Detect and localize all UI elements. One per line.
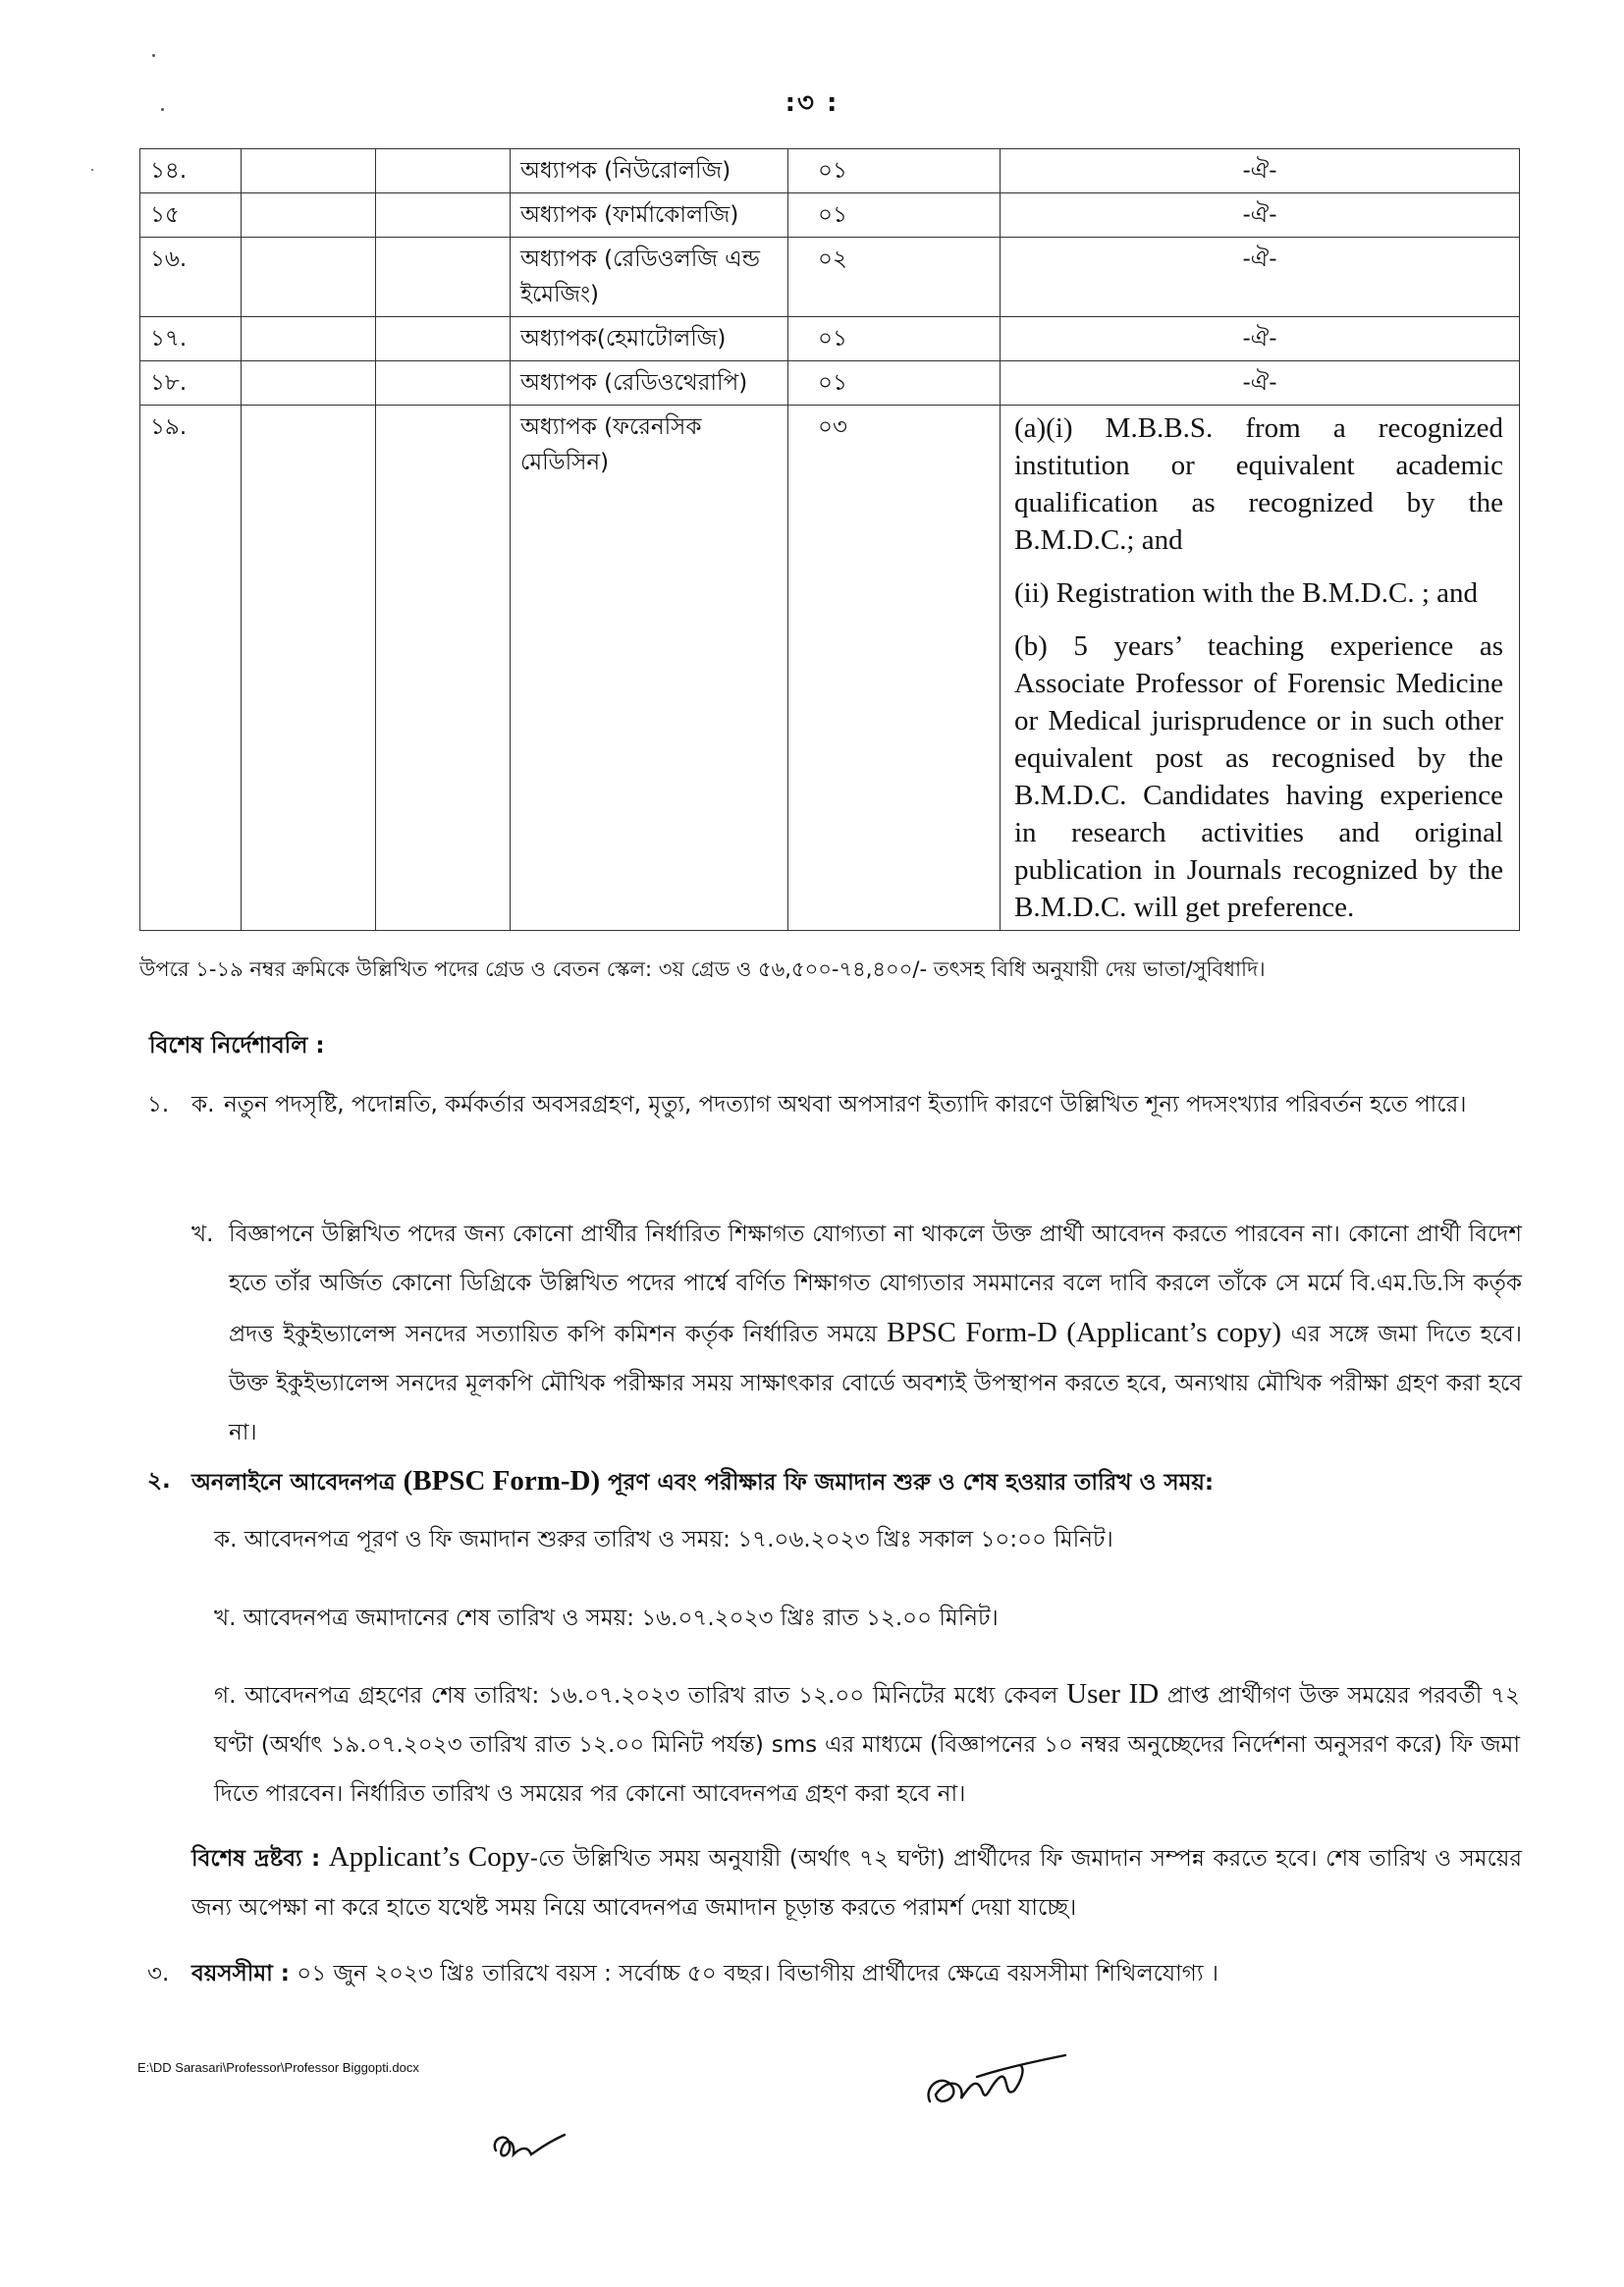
qualification-cell: -ঐ-	[1001, 317, 1520, 361]
instruction-2-heading-text	[191, 1456, 1522, 1507]
scan-speck	[152, 54, 155, 57]
sub-item-label: খ.	[191, 1222, 214, 1247]
instruction-2b: খ. আবেদনপত্র জমাদানের শেষ তারিখ ও সময়: ১৬.০৭.২০২৩ খ্রিঃ রাত ১২.০০ মিনিট।	[214, 1606, 999, 1631]
qualification-paragraph: (a)(i) M.B.B.S. from a recognized institution or equivalent academic qualification as recognized by the B.M.D.C.; and	[1014, 412, 1503, 556]
instruction-2a: ক. আবেদনপত্র পূরণ ও ফি জমাদান শুরুর তারিখ ও সময়: ১৭.০৬.২০২৩ খ্রিঃ সকাল ১০:০০ মিনিট।	[214, 1527, 1113, 1552]
instruction-2c	[214, 1669, 1520, 1819]
serial-cell: ১৫	[140, 193, 242, 238]
table-row	[140, 238, 1520, 317]
special-note-label: বিশেষ দ্রষ্টব্য :	[191, 1846, 321, 1872]
post-cell: অধ্যাপক(হেমাটোলজি)	[511, 317, 788, 361]
count-cell: ০৩	[788, 406, 1001, 931]
serial-cell: ১৬.	[140, 238, 242, 317]
instruction-1b-text-part: বিজ্ঞাপনে উল্লিখিত পদের জন্য কোনো প্রার্থীর নির্ধারিত শিক্ষাগত যোগ্যতা না থাকলে উক্ত প্রার্থী আবেদন করতে পারবেন না। কোনো প্রার্থী বিদেশ হতে তাঁর অর্জিত কোনো ডিগ্রিকে উল্লিখিত পদের পার্শ্বে বর্ণিত শিক্ষাগত যোগ্যতার সমমানের বলে দাবি করলে তাঁকে সে মর্মে বি.এম.ডি.সি কর্তৃক প্রদত্ত ইকুইভ্যালেন্স সনদের সত্যায়িত কপি কমিশন কর্তৃক নির্ধারিত সময়ে	[229, 1222, 1522, 1347]
posts-table	[139, 148, 1520, 931]
serial-cell: ১৯.	[140, 406, 242, 931]
instruction-1a-text: নতুন পদসৃষ্টি, পদোন্নতি, কর্মকর্তার অবসরগ্রহণ, মৃত্যু, পদত্যাগ অথবা অপসারণ ইত্যাদি কারণে উল্লিখিত শূন্য পদসংখ্যার পরিবর্তন হতে পারে।	[224, 1092, 1467, 1117]
special-note-text: -তে উল্লিখিত সময় অনুযায়ী (অর্থাৎ ৭২ ঘণ্টা) প্রার্থীদের ফি জমাদান সম্পন্ন করতে হবে। শেষ তারিখ ও সময়ের জন্য অপেক্ষা না করে হাতে যথেষ্ট সময় নিয়ে আবেদনপত্র জমাদান চূড়ান্ত করতে পরামর্শ দেয়া যাচ্ছে।	[191, 1846, 1523, 1921]
count-cell: ০১	[788, 149, 1001, 193]
instruction-number: ১.	[147, 1092, 170, 1117]
qualification-cell: -ঐ-	[1001, 193, 1520, 238]
post-cell: অধ্যাপক (রেডিওথেরাপি)	[511, 361, 788, 406]
grade-pay-note: উপরে ১-১৯ নম্বর ক্রমিকে উল্লিখিত পদের গ্রেড ও বেতন স্কেল: ৩য় গ্রেড ও ৫৬,৫০০-৭৪,৪০০/- তৎসহ বিধি অনুযায়ী দেয় ভাতা/সুবিধাদি।	[139, 957, 1266, 981]
empty-cell	[242, 193, 376, 238]
qualification-text	[1010, 409, 1509, 926]
instruction-1b	[191, 1210, 1522, 1457]
applicant-copy-term: Applicant’s Copy	[328, 1841, 530, 1873]
count-cell: ০১	[788, 193, 1001, 238]
sub-item-label: ক.	[191, 1092, 215, 1117]
empty-cell	[376, 149, 511, 193]
empty-cell	[242, 406, 376, 931]
signature-image	[918, 2047, 1085, 2126]
empty-cell	[242, 317, 376, 361]
scan-speck	[91, 169, 93, 171]
file-path-footer: E:\DD Sarasari\Professor\Professor Biggopti.docx	[137, 2060, 419, 2075]
post-cell: অধ্যাপক (ফরেনসিক মেডিসিন)	[511, 406, 788, 931]
form-name: BPSC Form-D (Applicant’s copy)	[886, 1317, 1282, 1348]
instruction-2c-part: প্রাপ্ত প্রার্থীগণ উক্ত সময়ের পরবর্তী ৭২ ঘণ্টা (অর্থাৎ ১৯.০৭.২০২৩ তারিখ রাত ১২.০০ মিনিট পর্যন্ত) sms এর মাধ্যমে (বিজ্ঞাপনের ১০ নম্বর অনুচ্ছেদের নির্দেশনা অনুসরণ করে) ফি জমা দিতে পারবেন। নির্ধারিত তারিখ ও সময়ের পর কোনো আবেদনপত্র গ্রহণ করা হবে না।	[214, 1683, 1521, 1807]
age-limit-text: ০১ জুন ২০২৩ খ্রিঃ তারিখে বয়স : সর্বোচ্চ ৫০ বছর। বিভাগীয় প্রার্থীদের ক্ষেত্রে বয়সসীমা শিথিলযোগ্য ।	[297, 1961, 1219, 1987]
instruction-3	[147, 1949, 1522, 1998]
initials-image	[486, 2121, 574, 2175]
page-number: :৩ :	[785, 88, 839, 118]
table-row	[140, 406, 1520, 931]
instruction-1b-text-part: এর সঙ্গে জমা দিতে হবে। উক্ত ইকুইভ্যালেন্স সনদের মূলকপি মৌখিক পরীক্ষার সময় সাক্ষাৎকার বোর্ডে অবশ্যই উপস্থাপন করতে হবে, অন্যথায় মৌখিক পরীক্ষা গ্রহণ করা হবে না।	[229, 1322, 1522, 1445]
table-row	[140, 361, 1520, 406]
empty-cell	[376, 406, 511, 931]
qualification-cell: -ঐ-	[1001, 238, 1520, 317]
count-cell: ০২	[788, 238, 1001, 317]
age-limit-label: বয়সসীমা :	[191, 1961, 290, 1987]
instruction-number: ৩.	[147, 1961, 170, 1987]
posts-table-body	[140, 149, 1520, 931]
post-cell: অধ্যাপক (ফার্মাকোলজি)	[511, 193, 788, 238]
post-cell: অধ্যাপক (রেডিওলজি এন্ড ইমেজিং)	[511, 238, 788, 317]
count-cell: ০১	[788, 361, 1001, 406]
empty-cell	[242, 149, 376, 193]
qualification-paragraph: (b) 5 years’ teaching experience as Associate Professor of Forensic Medicine or Medical jurisprudence or in such other equivalent post as recognised by the B.M.D.C. Candidates having experience in research activities and original publication in Journals recognized by the B.M.D.C. will get preference.	[1014, 630, 1503, 923]
instruction-3-text	[191, 1949, 1522, 1998]
serial-cell: ১৭.	[140, 317, 242, 361]
serial-cell: ১৪.	[140, 149, 242, 193]
empty-cell	[242, 238, 376, 317]
special-instructions-heading: বিশেষ নির্দেশাবলি :	[149, 1033, 325, 1059]
post-cell: অধ্যাপক (নিউরোলজি)	[511, 149, 788, 193]
instruction-2-heading	[147, 1456, 1522, 1507]
table-row	[140, 149, 1520, 193]
qualification-paragraph: (ii) Registration with the B.M.D.C. ; and	[1014, 577, 1479, 609]
user-id-term: User ID	[1066, 1678, 1160, 1710]
empty-cell	[376, 317, 511, 361]
count-cell: ০১	[788, 317, 1001, 361]
qualification-cell: -ঐ-	[1001, 149, 1520, 193]
table-row	[140, 317, 1520, 361]
instruction-2c-part: গ. আবেদনপত্র গ্রহণের শেষ তারিখ: ১৬.০৭.২০২৩ তারিখ রাত ১২.০০ মিনিটের মধ্যে কেবল	[214, 1683, 1058, 1709]
empty-cell	[376, 361, 511, 406]
special-note	[191, 1832, 1522, 1933]
empty-cell	[242, 361, 376, 406]
heading-part: অনলাইনে আবেদনপত্র	[191, 1470, 396, 1496]
empty-cell	[376, 238, 511, 317]
serial-cell: ১৮.	[140, 361, 242, 406]
instruction-1b-text	[229, 1210, 1522, 1457]
empty-cell	[376, 193, 511, 238]
instruction-number: ২.	[147, 1468, 171, 1494]
heading-part: পূরণ এবং পরীক্ষার ফি জমাদান শুরু ও শেষ হওয়ার তারিখ ও সময়:	[608, 1470, 1215, 1496]
table-row	[140, 193, 1520, 238]
instruction-1	[147, 1080, 1522, 1129]
qualification-cell: -ঐ-	[1001, 361, 1520, 406]
qualification-cell	[1001, 406, 1520, 931]
form-name: (BPSC Form-D)	[403, 1465, 601, 1497]
